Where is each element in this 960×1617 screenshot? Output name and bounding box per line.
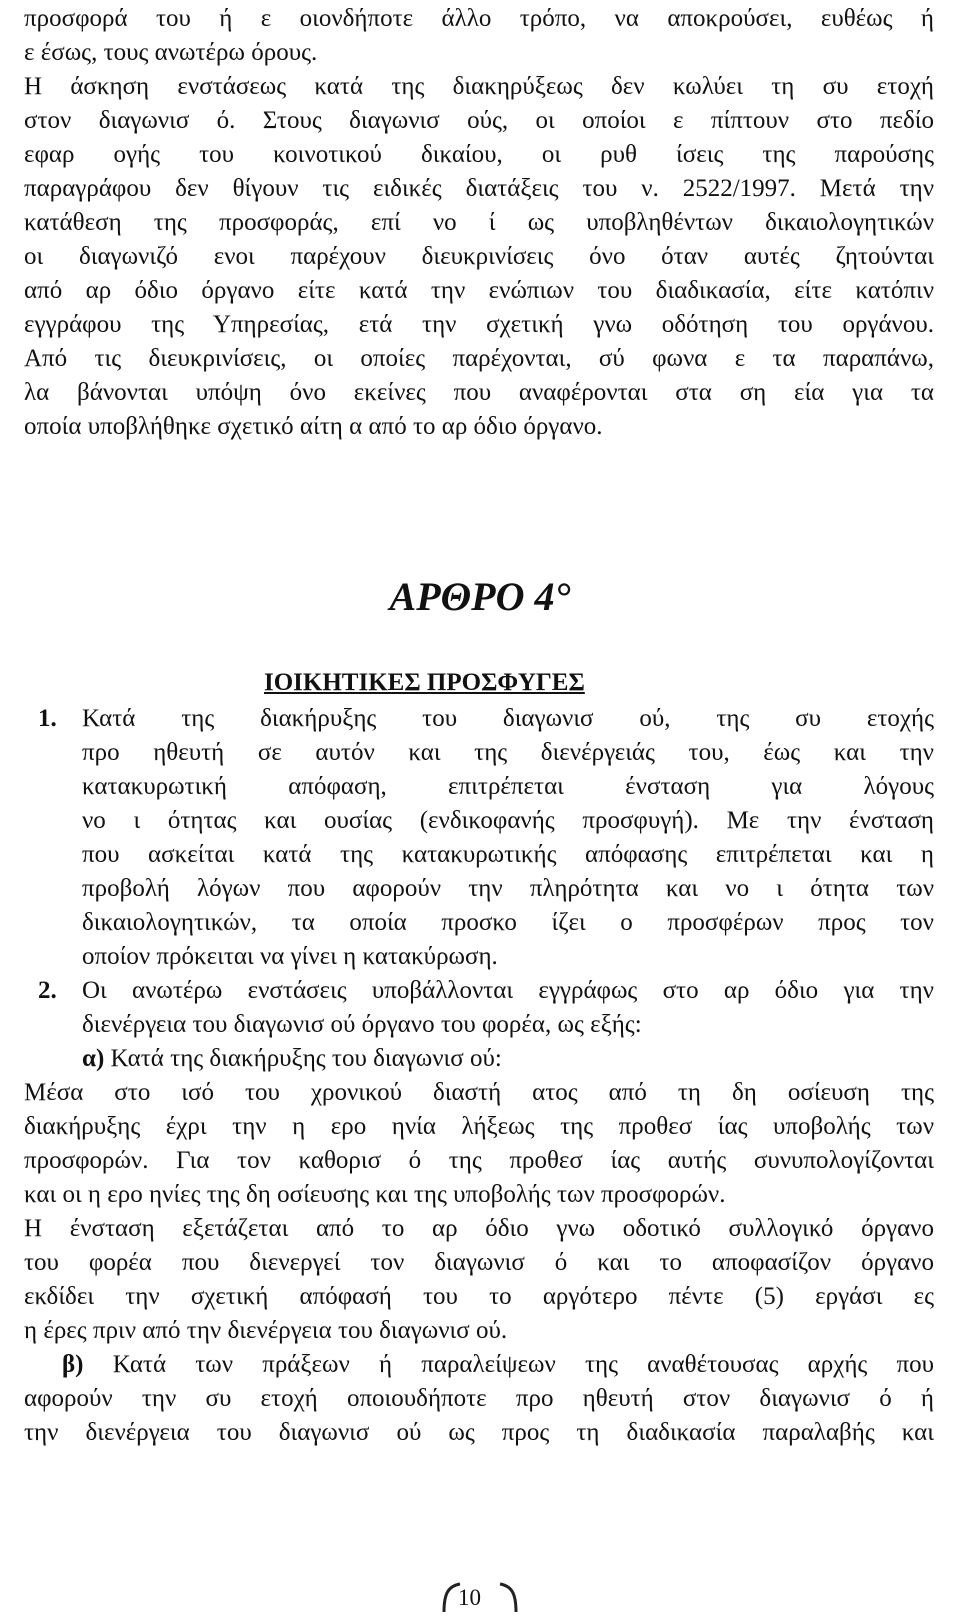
intro-line: εγγράφου της Υπηρεσίας, ετά την σχετική γνω οδότηση του οργάνου. (24, 311, 934, 338)
item-1-line: προβολή λόγων που αφορούν την πληρότητα και νο ι ότητα των (82, 875, 934, 902)
intro-line: παραγράφου δεν θίγουν τις ειδικές διατάξεις του ν. 2522/1997. Μετά την (24, 175, 934, 202)
sub-b-label: β) (62, 1351, 84, 1378)
item-2-line: Οι ανωτέρω ενστάσεις υποβάλλονται εγγράφως στο αρ όδιο για την (82, 977, 934, 1004)
intro-line: από αρ όδιο όργανο είτε κατά την ενώπιων του διαδικασία, είτε κατόπιν (24, 277, 934, 304)
sub-a-line: η έρες πριν από την διενέργεια του διαγωνισ ού. (24, 1317, 508, 1344)
intro-line: κατάθεση της προσφοράς, επί νο ί ως υποβληθέντων δικαιολογητικών (24, 209, 934, 236)
sub-a-line: εκδίδει την σχετική απόφασή του το αργότερο πέντε (5) εργάσι ες (24, 1283, 934, 1310)
sub-a-heading: Κατά της διακήρυξης του διαγωνισ ού: (110, 1045, 502, 1072)
intro-line: στον διαγωνισ ό. Στους διαγωνισ ούς, οι οποίοι ε πίπτουν στο πεδίο (24, 107, 934, 134)
sub-b-line: αφορούν την συ ετοχή οποιουδήποτε προ ηθευτή στον διαγωνισ ό ή (24, 1385, 934, 1412)
item-1-line: κατακυρωτική απόφαση, επιτρέπεται ένσταση για λόγους (82, 773, 934, 800)
intro-line: οι διαγωνιζό ενοι παρέχουν διευκρινίσεις όνο όταν αυτές ζητούνται (24, 243, 934, 270)
item-1-line: Κατά της διακήρυξης του διαγωνισ ού, της συ ετοχής (82, 705, 934, 732)
intro-line: λα βάνονται υπόψη όνο εκείνες που αναφέρονται στα ση εία για τα (24, 379, 934, 406)
article-subtitle: ΙΟΙΚΗΤΙΚΕΣ ΠΡΟΣΦΥΓΕΣ (264, 669, 585, 696)
intro-line: προσφορά του ή ε οιονδήποτε άλλο τρόπο, να αποκρούσει, ευθέως ή (24, 5, 934, 32)
sub-a-line: Η ένσταση εξετάζεται από το αρ όδιο γνω οδοτικό συλλογικό όργανο (24, 1215, 934, 1242)
sub-a-line: του φορέα που διενεργεί τον διαγωνισ ό και το αποφασίζον όργανο (24, 1249, 934, 1276)
sub-a-heading-line (82, 1042, 934, 1076)
item-2-line: διενέργεια του διαγωνισ ού όργανο του φορέα, ως εξής: (82, 1011, 642, 1038)
page-number: 10 (458, 1585, 481, 1610)
intro-line: οποία υποβλήθηκε σχετικό αίτη α από το αρ όδιο όργανο. (24, 413, 603, 440)
sub-a-line: διακήρυξης έχρι την η ερο ηνία λήξεως της προθεσ ίας υποβολής των (24, 1113, 934, 1140)
intro-line: Από τις διευκρινίσεις, οι οποίες παρέχονται, σύ φωνα ε τα παραπάνω, (24, 345, 934, 372)
item-1-line: νο ι ότητας και ουσίας (ενδικοφανής προσφυγή). Με την ένσταση (82, 807, 934, 834)
item-1-line: δικαιολογητικών, τα οποία προσκο ίζει ο προσφέρων προς τον (82, 909, 934, 936)
sub-b-first-line (62, 1348, 934, 1382)
intro-line: Η άσκηση ενστάσεως κατά της διακηρύξεως δεν κωλύει τη συ ετοχή (24, 73, 934, 100)
sub-a-line: και οι η ερο ηνίες της δη οσίευσης και της υποβολής των προσφορών. (24, 1181, 726, 1208)
item-1-line: οποίον πρόκειται να γίνει η κατακύρωση. (82, 943, 498, 970)
item-1-line: προ ηθευτή σε αυτόν και της διενέργειάς του, έως και την (82, 739, 934, 766)
item-2-number: 2. (38, 977, 57, 1004)
intro-line: ε έσως, τους ανωτέρω όρους. (24, 39, 318, 66)
intro-line: εφαρ ογής του κοινοτικού δικαίου, οι ρυθ ίσεις της παρούσης (24, 141, 934, 168)
sub-b-first: Κατά των πράξεων ή παραλείψεων της αναθέτουσας αρχής που (112, 1351, 935, 1378)
item-1-line: που ασκείται κατά της κατακυρωτικής απόφασης επιτρέπεται και η (82, 841, 934, 868)
sub-a-line: προσφορών. Για τον καθορισ ό της προθεσ ίας αυτής συνυπολογίζονται (24, 1147, 934, 1174)
sub-a-line: Μέσα στο ισό του χρονικού διαστή ατος από τη δη οσίευση της (24, 1079, 934, 1106)
sub-a-label: α) (82, 1045, 105, 1072)
item-1-number: 1. (38, 705, 57, 732)
sub-b-line: την διενέργεια του διαγωνισ ού ως προς τη διαδικασία παραλαβής και (24, 1419, 934, 1446)
article-title: ΑΡΘΡΟ 4° (389, 574, 571, 619)
